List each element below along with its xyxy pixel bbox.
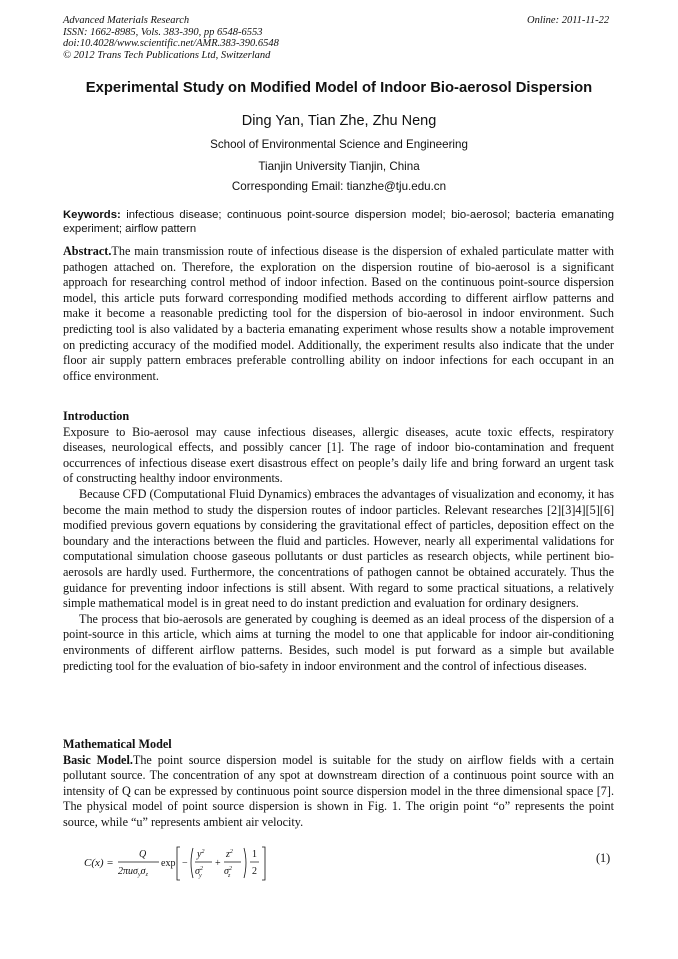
- keywords: [63, 208, 614, 236]
- basic-model-label: Basic Model.: [63, 752, 133, 767]
- journal-copyright: © 2012 Trans Tech Publications Ltd, Switzerland: [63, 49, 271, 61]
- eq-half-den: 2: [252, 866, 257, 877]
- eq-paren-left: [191, 848, 193, 878]
- math-model-heading: Mathematical Model: [63, 737, 172, 751]
- equation-number: (1): [596, 851, 611, 865]
- introduction-heading: Introduction: [63, 409, 130, 423]
- abstract-label: Abstract.: [63, 244, 112, 258]
- abstract-text: The main transmission route of infectious disease is the dispersion of exhaled particulate matter with pathogen attached on. Therefore, the exploration on the dispersion routine of bio-aerosol is a significant approach for researching control method of indoor infection. Based on the continuous point-source dispersion model, this article puts forward corresponding modified methods according to different airflow patterns and make it become a reasonable predicting tool for the dispersion of bio-aerosol in indoor environment. Such predicting tool is also validated by a bacteria emanating experiment whose results show a notable improvement on predicting accuracy of the modified model. Additionally, the experiment results also indicate that the under floor air supply pattern embraces preferable controlling ability on indoor infections for each occupant in an office environment.: [63, 244, 614, 383]
- equation-1: [84, 843, 284, 883]
- eq-bracket-right: [262, 847, 265, 880]
- journal-header: [63, 15, 279, 61]
- online-date: Online: 2011-11-22: [527, 15, 610, 26]
- keywords-label: Keywords:: [63, 209, 121, 221]
- eq-exp: exp: [161, 858, 176, 869]
- eq-sigma-y: $\sigma^2$ y: [195, 866, 203, 879]
- introduction-paragraph-1: Exposure to Bio-aerosol may cause infectious diseases, allergic diseases, acute toxic effects, respiratory diseases, neurological effects, and possibly cancer [1]. The rage of indoor bio-contamination and frequent occurrences of infectious disease exert disastrous effect on people’s daily life and bring forward an urgent task of constructing healthy indoor environments.: [63, 424, 614, 486]
- eq-denominator: $2\pi u\sigma_y\sigma_z$: [118, 866, 148, 878]
- eq-half-num: 1: [252, 849, 257, 860]
- eq-minus: −: [182, 858, 188, 869]
- paper-title: Experimental Study on Modified Model of Indoor Bio-aerosol Dispersion: [85, 80, 593, 96]
- eq-lhs: C(x) =: [84, 857, 114, 869]
- paper-authors: Ding Yan, Tian Zhe, Zhu Neng: [241, 113, 437, 129]
- keywords-text: infectious disease; continuous point-source dispersion model; bio-aerosol; bacteria emanating experiment; airflow pattern: [63, 209, 614, 236]
- abstract: [63, 244, 614, 384]
- eq-z-term: $z^2$: [226, 849, 233, 860]
- basic-model-text: The point source dispersion model is suitable for the study on airflow fields with a certain pollutant source. The concentration of any spot at downstream direction of a continuous point source with an intensity of Q can be expressed by continuous point source dispersion model in the three dimensional space [7]. The physical model of point source dispersion is shown in Fig. 1. The origin point “o” represents the point source, while “u” represents ambient air velocity.: [63, 752, 615, 829]
- eq-sigma-z: $\sigma^2$ z: [224, 866, 232, 879]
- affiliation-school: School of Environmental Science and Engineering: [210, 138, 468, 151]
- journal-issn: ISSN: 1662-8985, Vols. 383-390, pp 6548-6553: [63, 26, 263, 38]
- affiliation-university: Tianjin University Tianjin, China: [258, 160, 420, 173]
- eq-numerator: Q: [139, 849, 147, 860]
- eq-plus: +: [215, 858, 221, 869]
- corresponding-email: Corresponding Email: tianzhe@tju.edu.cn: [231, 180, 447, 193]
- eq-bracket-left: [177, 847, 180, 880]
- introduction-section: [63, 409, 614, 674]
- journal-doi: doi:10.4028/www.scientific.net/AMR.383-390.6548: [63, 38, 279, 50]
- eq-y-term: $y^2$: [197, 849, 205, 860]
- introduction-paragraph-2: Because CFD (Computational Fluid Dynamics) embraces the advantages of visualization and economy, it has become the main method to study the dispersion routes of indoor particles. Relevant researches [2][3]4][5][6] modified previous govern equations by considering the gravitational effect of particles, deposition effect on the boundary and the interactions between the fluid and particles. However, nearly all experimental validations for computational simulation choose gaseous pollutants or dust particles as research objects, while pertinent bio-aerosols are hardly used. Furthermore, the concentrations of pathogen cannot be obtained accurately. Thus the guidance for preventing indoor infections is still absent. With regard to some practical situations, a relatively simple mathematical model is in great need to do instant prediction and evaluation for ordinary designers.: [63, 486, 614, 611]
- introduction-paragraph-3: The process that bio-aerosols are generated by coughing is deemed as an ideal process of the dispersion of a point-source in this article, which aims at turning the model to one that applicable for indoor air-conditioning environments of different airflow patterns. Besides, such model is put forward as a simple but available predicting tool for the evaluation of bio-safety in indoor environment and the control of infectious diseases.: [63, 611, 614, 673]
- journal-name: Advanced Materials Research: [63, 15, 190, 26]
- eq-paren-right: [244, 848, 246, 878]
- math-model-section: [63, 737, 614, 831]
